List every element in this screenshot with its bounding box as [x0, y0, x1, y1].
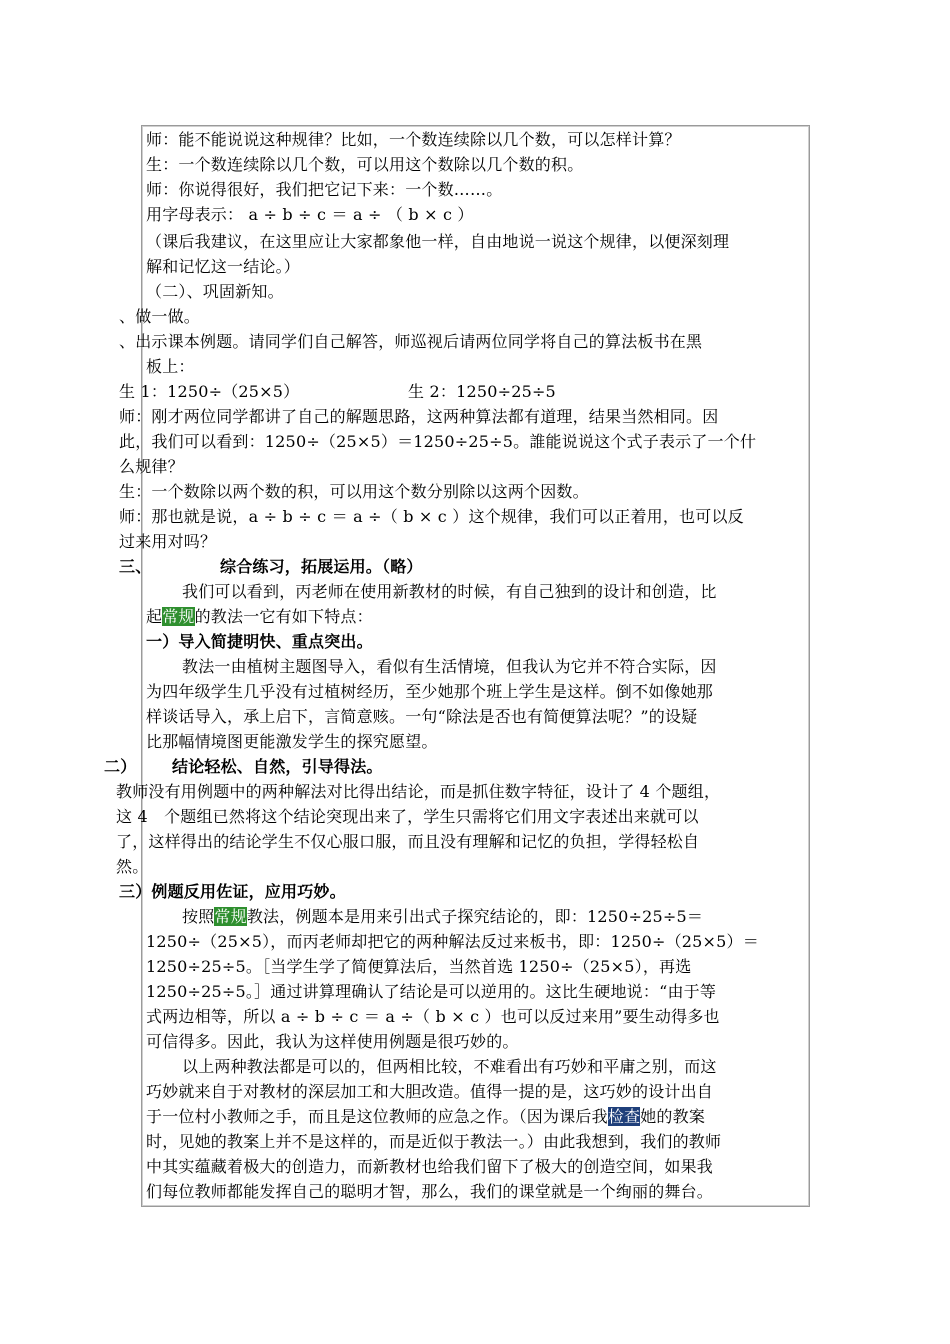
section-heading: 综合练习，拓展运用。（略）	[220, 557, 423, 576]
text-line: 解和记忆这一结论。）	[146, 257, 301, 276]
paragraph-line	[146, 1105, 705, 1129]
section-number: 三、	[119, 557, 152, 576]
section-heading: （二）、巩固新知。	[146, 282, 284, 301]
text-line: 师：能不能说说这种规律？比如，一个数连续除以几个数，可以怎样计算？	[146, 130, 681, 149]
list-item: 、做一做。	[119, 307, 201, 326]
text-segment: 她的教案	[640, 1107, 706, 1126]
paragraph-line	[182, 905, 703, 929]
paragraph-line: 样谈话导入，承上启下，言简意赅。一句“除法是否也有简便算法呢？”的设疑	[146, 707, 698, 726]
subheading: 一）导入简捷明快、重点突出。	[146, 632, 373, 651]
text-line: 么规律？	[119, 457, 184, 476]
text-line: 生：一个数连续除以几个数，可以用这个数除以几个数的积。	[146, 155, 584, 174]
paragraph-line: 我们可以看到，丙老师在使用新教材的时候，有自己独到的设计和创造，比	[182, 582, 717, 601]
paragraph-line: 们每位教师都能发挥自己的聪明才智，那么，我们的课堂就是一个绚丽的舞台。	[146, 1182, 714, 1201]
text-line: 板上：	[146, 357, 195, 376]
paragraph-line: 中其实蕴藏着极大的创造力，而新教材也给我们留下了极大的创造空间，如果我	[146, 1157, 714, 1176]
highlighted-word: 检查	[607, 1107, 641, 1126]
text-segment: 起	[146, 607, 163, 626]
paragraph-line: 1250÷（25×5），而丙老师却把它的两种解法反过来板书，即：1250÷（25×5）＝	[146, 932, 759, 951]
paragraph-line: 教师没有用例题中的两种解法对比得出结论，而是抓住数字特征，设计了 4 个题组，	[116, 782, 721, 801]
text-line: 用字母表示： a ÷ b ÷ c ＝ a ÷ （ b × c ）	[146, 205, 474, 224]
paragraph-line: 可信得多。因此，我认为这样使用例题是很巧妙的。	[146, 1032, 519, 1051]
subheading-number: 二）	[104, 757, 137, 776]
paragraph-line	[146, 605, 373, 629]
text-line: 此，我们可以看到：1250÷（25×5）＝1250÷25÷5。誰能说说这个式子表示了一个什	[119, 432, 757, 451]
paragraph-line: 巧妙就来自于对教材的深层加工和大胆改造。值得一提的是，这巧妙的设计出自	[146, 1082, 714, 1101]
text-line: 过来用对吗？	[119, 532, 217, 551]
text-segment: 教法，例题本是用来引出式子探究结论的，即：1250÷25÷5＝	[246, 907, 704, 926]
list-item: 、出示课本例题。请同学们自己解答，师巡视后请两位同学将自己的算法板书在黑	[119, 332, 703, 351]
subheading: 三）例题反用佐证，应用巧妙。	[119, 882, 346, 901]
paragraph-line: 教法一由植树主题图导入，看似有生活情境，但我认为它并不符合实际，因	[182, 657, 717, 676]
paragraph-line: 比那幅情境图更能激发学生的探究愿望。	[146, 732, 438, 751]
text-line: 生：一个数除以两个数的积，可以用这个数分别除以这两个因数。	[119, 482, 589, 501]
highlighted-word: 常规	[162, 607, 195, 626]
paragraph-line: 这 4 个题组已然将这个结论突现出来了，学生只需将它们用文字表述出来就可以	[116, 807, 699, 826]
paragraph-line: 1250÷25÷5。［当学生学了简便算法后，当然首选 1250÷（25×5），再选	[146, 957, 692, 976]
text-line: 师：刚才两位同学都讲了自己的解题思路，这两种算法都有道理，结果当然相同。因	[119, 407, 719, 426]
paragraph-line: 以上两种教法都是可以的，但两相比较，不难看出有巧妙和平庸之别，而这	[182, 1057, 717, 1076]
text-line: 师：你说得很好，我们把它记下来：一个数……。	[146, 180, 503, 199]
paragraph-line: 为四年级学生几乎没有过植树经历，至少她那个班上学生是这样。倒不如像她那	[146, 682, 714, 701]
student-answer-1: 生 1：1250÷（25×5）	[119, 382, 300, 401]
highlighted-word: 常规	[214, 907, 247, 926]
subheading: 结论轻松、自然，引导得法。	[172, 757, 383, 776]
student-answer-2: 生 2：1250÷25÷5	[408, 382, 556, 401]
paragraph-line: 时，见她的教案上并不是这样的，而是近似于教法一。）由此我想到，我们的教师	[146, 1132, 722, 1151]
text-line: （课后我建议，在这里应让大家都象他一样，自由地说一说这个规律，以便深刻理	[146, 232, 730, 251]
text-segment: 于一位村小教师之手，而且是这位教师的应急之作。（因为课后我	[146, 1107, 608, 1126]
paragraph-line: 了，这样得出的结论学生不仅心服口服，而且没有理解和记忆的负担，学得轻松自	[116, 832, 700, 851]
paragraph-line: 式两边相等，所以 a ÷ b ÷ c ＝ a ÷（ b × c ）也可以反过来用”要生动得多也	[146, 1007, 720, 1026]
paragraph-line: 然。	[116, 857, 149, 876]
text-segment: 按照	[182, 907, 215, 926]
text-line: 师：那也就是说，a ÷ b ÷ c ＝ a ÷（ b × c ）这个规律，我们可以正着用，也可以反	[119, 507, 744, 526]
text-segment: 的教法一它有如下特点：	[194, 607, 373, 626]
paragraph-line: 1250÷25÷5。］通过讲算理确认了结论是可以逆用的。这比生硬地说：“由于等	[146, 982, 717, 1001]
